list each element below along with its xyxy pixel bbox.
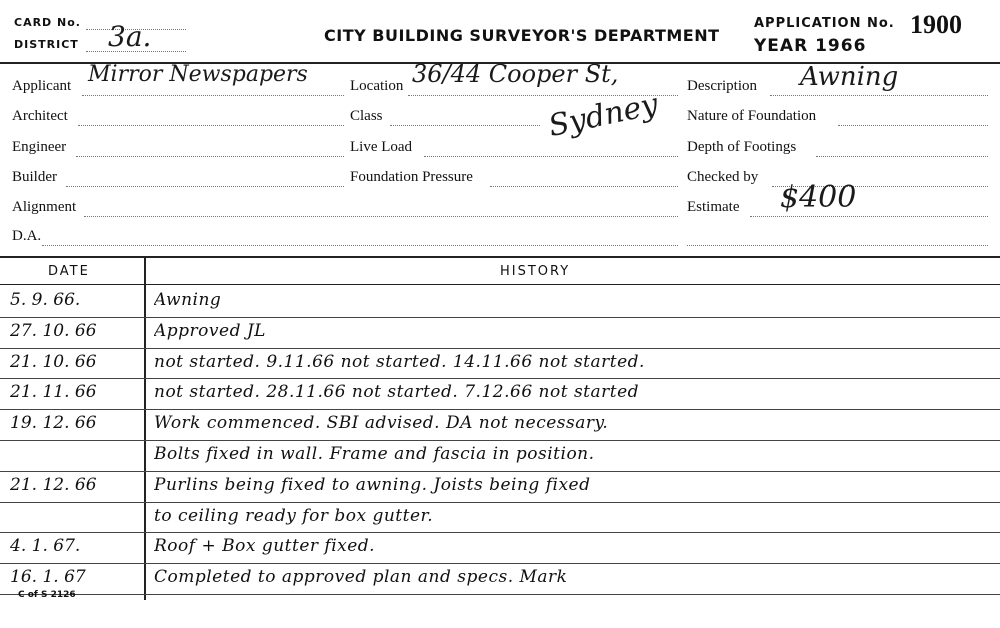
history-date: 21. 12. 66 [10, 474, 97, 495]
history-entry: Purlins being fixed to awning. Joists being fixed [154, 474, 591, 495]
date-column-divider [144, 258, 146, 600]
builder-line [66, 186, 344, 187]
description-label: Description [687, 78, 757, 94]
foundation-pressure-line [490, 186, 678, 187]
depth-label: Depth of Footings [687, 139, 797, 155]
alignment-label: Alignment [12, 199, 77, 215]
history-entry: Roof + Box gutter fixed. [154, 536, 376, 557]
estimate-line [750, 216, 988, 217]
application-no: 1900 [910, 10, 962, 39]
live-load-label: Live Load [350, 139, 413, 155]
history-entry: Completed to approved plan and specs. Mark [154, 567, 568, 588]
history-row-rule [0, 471, 1000, 472]
history-entry: to ceiling ready for box gutter. [154, 505, 434, 526]
da-line [42, 245, 678, 246]
foundation-pressure-label: Foundation Pressure [350, 169, 473, 185]
history-entry: Work commenced. SBI advised. DA not necessary. [154, 413, 609, 434]
builder-label: Builder [12, 169, 57, 185]
engineer-label: Engineer [12, 139, 67, 155]
history-date: 19. 12. 66 [10, 413, 97, 434]
history-row-rule [0, 409, 1000, 410]
history-top-rule [0, 256, 1000, 258]
location-label: Location [350, 78, 404, 94]
da-label: D.A. [12, 228, 42, 244]
district-value: 3a. [108, 20, 152, 53]
da-line-right [687, 245, 988, 246]
history-row-rule [0, 317, 1000, 318]
location-value-1: 36/44 Cooper St, [412, 60, 619, 88]
live-load-line [424, 156, 678, 157]
history-entry: Approved JL [154, 320, 266, 341]
card-no-label: CARD No. [14, 16, 81, 29]
history-date: 4. 1. 67. [10, 536, 81, 557]
class-label: Class [350, 108, 383, 124]
history-row-rule [0, 378, 1000, 379]
history-row-rule [0, 502, 1000, 503]
engineer-line [76, 156, 344, 157]
architect-line [78, 125, 344, 126]
history-row-rule [0, 348, 1000, 349]
class-line [390, 125, 540, 126]
history-date: 21. 11. 66 [10, 382, 97, 403]
alignment-line [84, 216, 678, 217]
history-entry: Awning [154, 290, 222, 310]
applicant-line [82, 95, 344, 96]
applicant-value: Mirror Newspapers [88, 62, 308, 87]
estimate-label: Estimate [687, 199, 740, 215]
history-date: 21. 10. 66 [10, 351, 97, 372]
nature-label: Nature of Foundation [687, 108, 817, 124]
form-code: C of S 2126 [18, 590, 76, 600]
history-entry: not started. 9.11.66 not started. 14.11.66 not started. [154, 351, 645, 372]
location-value-2: Sydney [545, 86, 662, 145]
applicant-label: Applicant [12, 78, 72, 94]
application-no-label: APPLICATION No. [754, 16, 895, 31]
nature-line [838, 125, 988, 126]
history-row-rule [0, 594, 1000, 595]
district-label: DISTRICT [14, 38, 79, 51]
history-date: 5. 9. 66. [10, 290, 81, 310]
history-date: 16. 1. 67 [10, 567, 86, 588]
history-date: 27. 10. 66 [10, 320, 97, 341]
description-value: Awning [800, 62, 899, 92]
depth-line [816, 156, 988, 157]
history-row-rule [0, 532, 1000, 533]
checked-by-label: Checked by [687, 169, 759, 185]
history-entry: Bolts fixed in wall. Frame and fascia in position. [154, 444, 595, 464]
department-title: CITY BUILDING SURVEYOR'S DEPARTMENT [324, 26, 720, 45]
year-label: YEAR 1966 [754, 36, 867, 56]
history-row-rule [0, 440, 1000, 441]
date-header: DATE [48, 264, 90, 279]
description-line [770, 95, 988, 96]
estimate-value: $400 [780, 180, 857, 215]
history-entry: not started. 28.11.66 not started. 7.12.66 not started [154, 382, 640, 403]
history-header: HISTORY [500, 264, 571, 279]
architect-label: Architect [12, 108, 68, 124]
history-row-rule [0, 563, 1000, 564]
history-header-rule [0, 284, 1000, 285]
